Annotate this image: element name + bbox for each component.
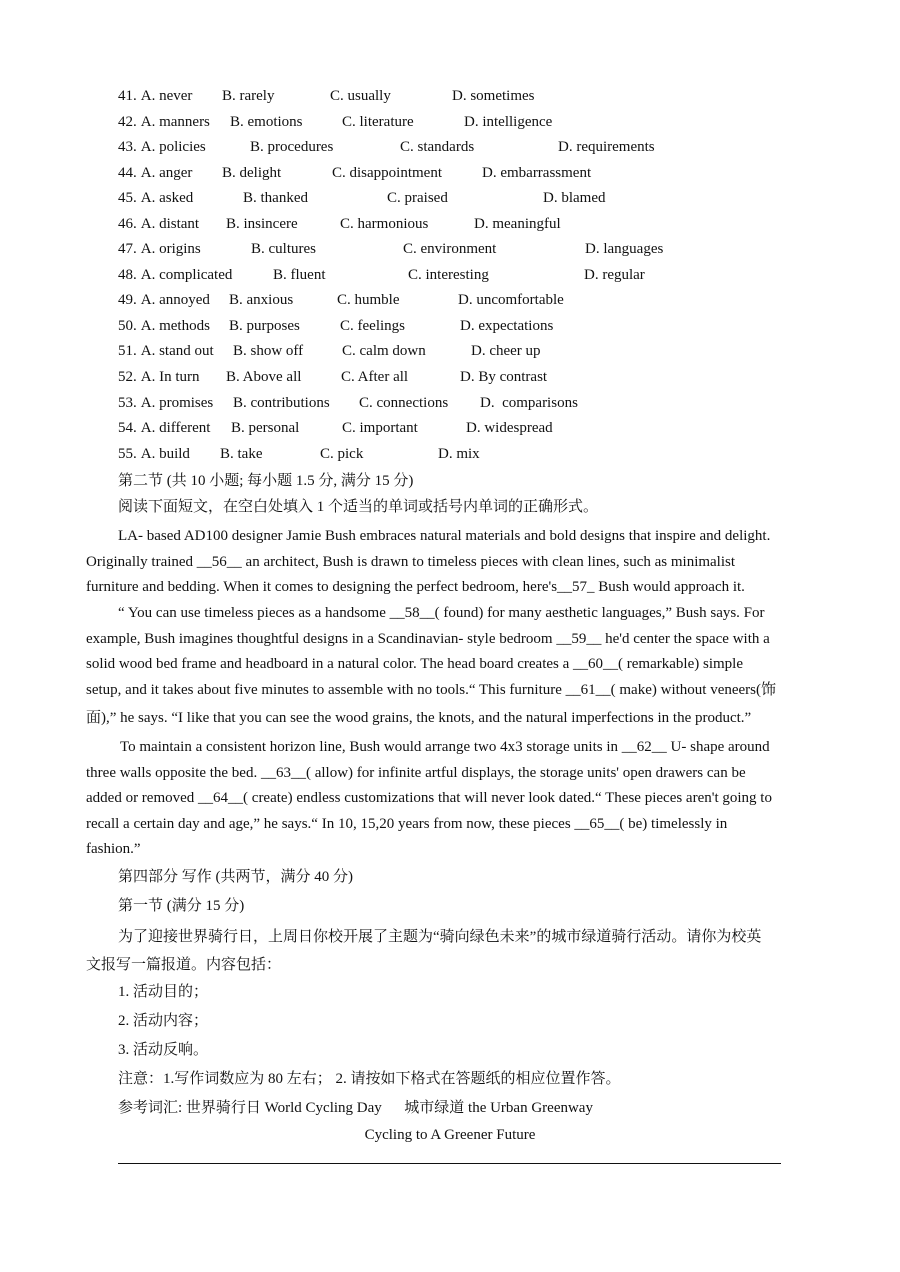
section2-heading: 第二节 (共 10 小题; 每小题 1.5 分, 满分 15 分): [118, 473, 414, 489]
cloze-options: [118, 84, 818, 467]
option-row: [118, 237, 818, 263]
option-d: D. sometimes: [452, 88, 535, 104]
option-c: C. humble: [337, 292, 400, 309]
option-c: C. praised: [387, 190, 448, 207]
question-number: 51.: [118, 343, 137, 360]
content-item: 1. 活动目的；: [118, 984, 209, 1000]
option-cell: [118, 442, 190, 468]
option-b: B. insincere: [226, 215, 298, 232]
option-d: D. uncomfortable: [458, 292, 564, 309]
option-a: A. origins: [140, 241, 201, 258]
option-b: B. thanked: [243, 190, 308, 207]
writing-note: 注意：1.写作词数应为 80 左右； 2. 请按如下格式在答题纸的相应位置作答。: [118, 1071, 621, 1087]
reference-vocabulary: 参考词汇: 世界骑行日 World Cycling Day 城市绿道 the Urban Greenway: [118, 1100, 593, 1116]
option-cell: [118, 110, 210, 136]
option-cell: [118, 237, 201, 263]
option-d: D. widespread: [466, 420, 553, 437]
option-b: B. fluent: [273, 266, 326, 283]
option-b: B. Above all: [226, 369, 302, 386]
prompt-line: 为了迎接世界骑行日，上周日你校开展了主题为“骑向绿色未来”的城市绿道骑行活动。请你为校英: [118, 929, 762, 945]
option-a: A. distant: [140, 215, 200, 232]
question-number: 49.: [118, 292, 137, 309]
option-cell: [118, 212, 199, 238]
option-row: [118, 161, 818, 187]
option-b: B. contributions: [233, 394, 330, 411]
option-a: A. never: [140, 88, 193, 104]
content-item: 2. 活动内容；: [118, 1013, 209, 1029]
option-d: D. languages: [585, 241, 664, 258]
question-number: 52.: [118, 369, 137, 386]
option-d: D. expectations: [460, 317, 554, 334]
question-number: 50.: [118, 317, 137, 334]
option-cell: [118, 339, 214, 365]
option-cell: [118, 391, 213, 417]
option-b: B. purposes: [229, 317, 300, 334]
option-cell: [118, 263, 232, 289]
option-row: [118, 391, 818, 417]
option-cell: [118, 288, 210, 314]
option-a: A. stand out: [140, 343, 214, 360]
option-d: D. blamed: [543, 190, 606, 207]
option-d: D. cheer up: [471, 343, 541, 360]
option-c: C. usually: [330, 88, 391, 104]
option-c: C. feelings: [340, 317, 405, 334]
option-row: [118, 84, 818, 110]
option-c: C. interesting: [408, 266, 489, 283]
option-cell: [118, 186, 193, 212]
option-c: C. standards: [400, 139, 475, 156]
passage-line: added or removed __64__( create) endless customizations that will never look dated.“ These pieces aren't going to: [86, 790, 772, 807]
option-row: [118, 416, 818, 442]
option-row: [118, 314, 818, 340]
part4-section1-heading: 第一节 (满分 15 分): [118, 898, 245, 914]
option-b: B. anxious: [229, 292, 294, 309]
option-c: C. connections: [359, 394, 449, 411]
question-number: 53.: [118, 394, 137, 411]
option-d: D. regular: [584, 266, 645, 283]
passage-paragraph-3: [86, 735, 814, 863]
option-d: D. embarrassment: [482, 164, 592, 181]
question-number: 43.: [118, 139, 137, 156]
option-c: C. important: [342, 420, 418, 437]
passage-line: example, Bush imagines thoughtful designs in a Scandinavian- style bedroom __59__ he'd center the space with a: [86, 630, 770, 647]
writing-prompt: [86, 923, 814, 979]
prompt-line: 文报写一篇报道。内容包括：: [86, 957, 282, 973]
passage-line: 面),” he says. “I like that you can see the wood grains, the knots, and the natural imperfections in the product.”: [86, 709, 752, 726]
passage-paragraph-1: [86, 524, 814, 601]
passage-line: furniture and bedding. When it comes to designing the perfect bedroom, here's__57_ Bush would approach it.: [86, 579, 745, 596]
option-d: D. comparisons: [480, 394, 578, 411]
option-a: A. complicated: [140, 266, 233, 283]
passage-line: To maintain a consistent horizon line, Bush would arrange two 4x3 storage units in __62__ U- shape around: [120, 739, 770, 755]
option-c: C. disappointment: [332, 164, 442, 181]
passage-paragraph-2: [86, 601, 814, 734]
question-number: 44.: [118, 164, 137, 181]
option-cell: [118, 365, 200, 391]
option-b: B. personal: [231, 420, 300, 437]
option-row: [118, 110, 818, 136]
option-c: C. harmonious: [340, 215, 429, 232]
option-a: A. annoyed: [140, 292, 210, 309]
option-cell: [118, 416, 210, 442]
passage-line: setup, and it takes about five minutes to assemble with no tools.“ This furniture __61__( make) without veneers(饰: [86, 681, 777, 698]
option-c: C. pick: [320, 445, 364, 462]
option-a: A. manners: [140, 113, 210, 130]
option-a: A. methods: [140, 317, 210, 334]
question-number: 54.: [118, 420, 137, 437]
content-item: 3. 活动反响。: [118, 1042, 209, 1058]
answer-line: [118, 1163, 781, 1164]
option-c: C. calm down: [342, 343, 426, 360]
option-a: A. promises: [140, 394, 214, 411]
option-b: B. emotions: [230, 113, 303, 130]
question-number: 42.: [118, 113, 137, 130]
option-b: B. delight: [222, 164, 282, 181]
option-b: B. show off: [233, 343, 304, 360]
passage-line: recall a certain day and age,” he says.“ In 10, 15,20 years from now, these pieces __65__( be) timelessly in: [86, 815, 728, 832]
passage-line: fashion.”: [86, 841, 141, 858]
option-b: B. cultures: [251, 241, 316, 258]
option-c: C. After all: [341, 369, 409, 386]
passage-line: Originally trained __56__ an architect, Bush is drawn to timeless pieces with clean lines, such as minimalist: [86, 553, 736, 570]
passage-line: solid wood bed frame and headboard in a natural color. The head board creates a __60__( remarkable) simple: [86, 656, 743, 673]
section2-instruction: 阅读下面短文，在空白处填入 1 个适当的单词或括号内单词的正确形式。: [118, 499, 599, 515]
option-cell: [118, 314, 210, 340]
option-d: D. By contrast: [460, 369, 548, 386]
passage-line: three walls opposite the bed. __63__( allow) for infinite artful displays, the storage units' open drawers can be: [86, 764, 746, 781]
question-number: 47.: [118, 241, 137, 258]
option-cell: [118, 84, 192, 110]
option-cell: [118, 161, 192, 187]
option-d: D. meaningful: [474, 215, 561, 232]
option-a: A. different: [140, 420, 211, 437]
option-a: A. policies: [140, 139, 206, 156]
option-row: [118, 212, 818, 238]
option-a: A. anger: [140, 164, 193, 181]
option-row: [118, 339, 818, 365]
question-number: 55.: [118, 445, 137, 462]
option-d: D. requirements: [558, 139, 655, 156]
option-row: [118, 365, 818, 391]
option-row: [118, 288, 818, 314]
option-row: [118, 186, 818, 212]
option-c: C. environment: [403, 241, 497, 258]
question-number: 41.: [118, 88, 137, 104]
question-number: 48.: [118, 266, 137, 283]
option-row: [118, 135, 818, 161]
option-row: [118, 442, 818, 468]
option-a: A. asked: [140, 190, 194, 207]
option-c: C. literature: [342, 113, 414, 130]
option-d: D. intelligence: [464, 113, 553, 130]
part4-heading: 第四部分 写作 (共两节，满分 40 分): [118, 869, 353, 885]
passage-line: “ You can use timeless pieces as a handsome __58__( found) for many aesthetic languages,” Bush says. For: [118, 605, 765, 621]
option-cell: [118, 135, 206, 161]
option-b: B. rarely: [222, 88, 275, 104]
essay-title: Cycling to A Greener Future: [364, 1127, 536, 1143]
option-d: D. mix: [438, 445, 480, 462]
option-b: B. take: [220, 445, 263, 462]
option-row: [118, 263, 818, 289]
option-b: B. procedures: [250, 139, 334, 156]
question-number: 46.: [118, 215, 137, 232]
option-a: A. In turn: [140, 369, 200, 386]
passage-line: LA- based AD100 designer Jamie Bush embraces natural materials and bold designs that inspire and delight.: [118, 528, 771, 544]
option-a: A. build: [140, 445, 190, 462]
question-number: 45.: [118, 190, 137, 207]
